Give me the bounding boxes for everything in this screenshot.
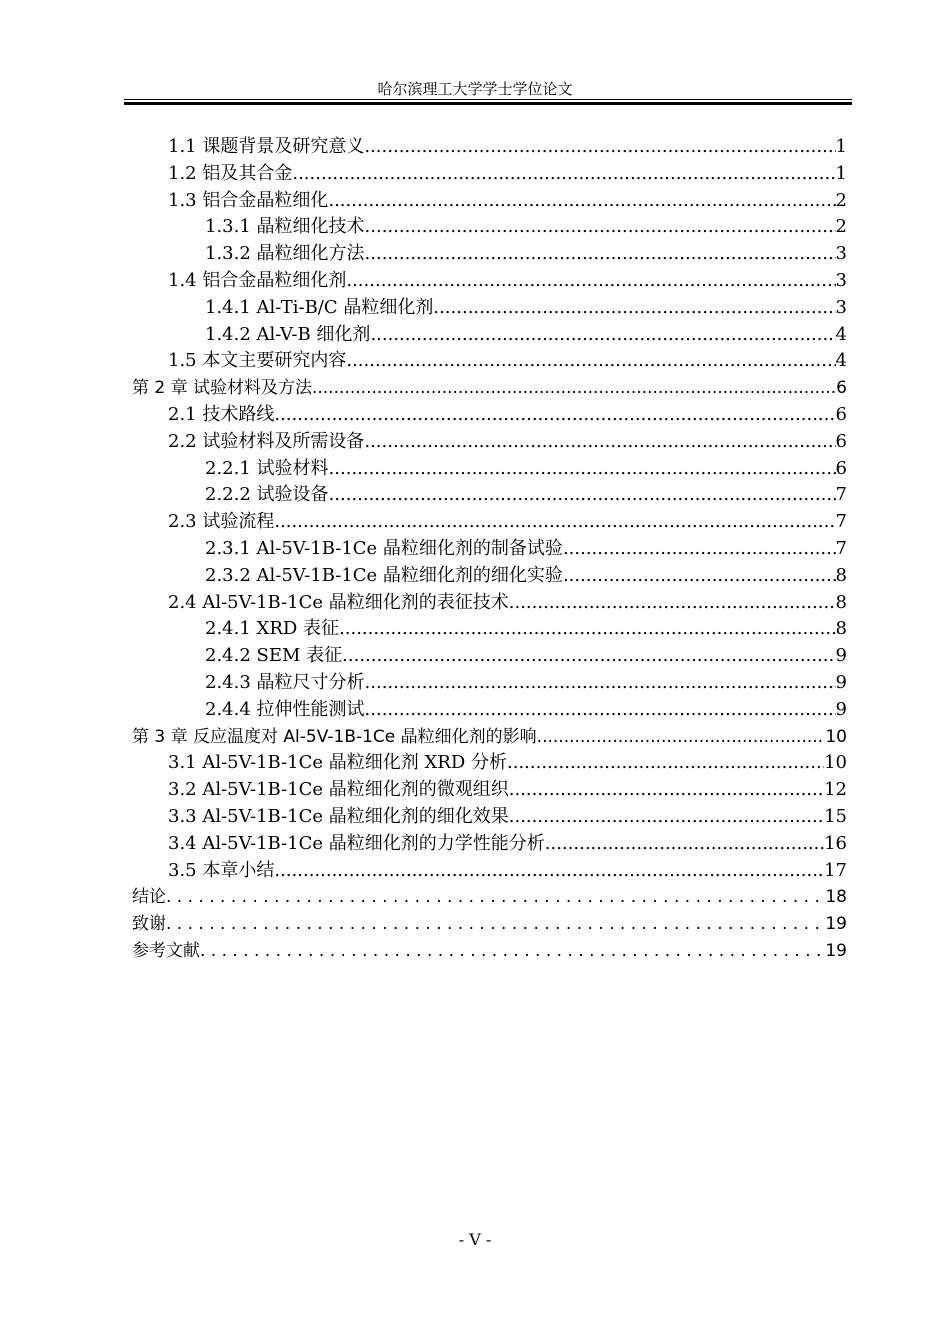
toc-leader-dots [166,911,825,937]
toc-leader-dots [545,831,824,857]
toc-entry [205,536,847,562]
toc-entry [168,429,847,455]
toc-leader-dots [509,590,836,616]
toc-entry-title: 3.2 Al-5V-1B-1Ce 晶粒细化剂的微观组织 [168,779,509,801]
toc-entry [168,804,847,830]
toc-entry-page: 9 [835,645,847,667]
toc-entry-page: 10 [824,752,847,774]
toc-entry [132,911,847,937]
toc-entry [168,134,847,160]
toc-entry-page: 6 [836,378,847,399]
toc-entry-page: 2 [835,216,847,238]
toc-entry [168,509,847,535]
toc-entry [168,777,847,803]
toc-entry-page: 15 [824,806,847,827]
toc-entry [132,938,847,964]
toc-entry [205,616,847,642]
toc-entry-page: 7 [835,511,847,533]
toc-entry [205,482,847,508]
toc-entry-page: 12 [824,779,847,801]
toc-entry-page: 7 [835,538,847,559]
toc-entry-page: 6 [835,457,847,479]
toc-entry [168,750,847,776]
toc-entry-page: 1 [835,162,847,184]
toc-leader-dots [342,643,835,669]
page-number: - V - [458,1230,492,1249]
toc-entry [168,268,847,294]
toc-entry-page: 8 [835,564,847,586]
toc-entry [205,295,847,321]
toc-entry-title: 2.3.2 Al-5V-1B-1Ce 晶粒细化剂的细化实验 [205,564,563,586]
toc-leader-dots [292,161,835,187]
toc-entry [168,590,847,616]
toc-entry [168,161,847,187]
toc-leader-dots [509,777,824,803]
toc-entry-title: 1.3 铝合金晶粒细化 [168,189,329,211]
toc-leader-dots [200,938,825,964]
toc-entry-title: 2.3 试验流程 [168,511,275,533]
toc-entry-page: 9 [835,672,847,693]
toc-entry [205,697,847,723]
header-rule-thin [124,99,852,100]
toc-entry-page: 19 [825,914,847,935]
toc-entry-title: 第 2 章 试验材料及方法 [132,378,313,399]
toc-entry-title: 1.1 课题背景及研究意义 [168,136,365,157]
toc-entry-page: 3 [835,270,847,291]
toc-leader-dots [364,134,835,160]
toc-leader-dots [563,536,836,562]
toc-entry-page: 18 [825,887,847,908]
toc-entry-title: 2.4.2 SEM 表征 [205,645,343,667]
toc-entry-title: 2.3.1 Al-5V-1B-1Ce 晶粒细化剂的制备试验 [205,538,563,559]
toc-leader-dots [329,482,836,508]
toc-leader-dots [346,348,835,374]
toc-entry-title: 1.5 本文主要研究内容 [168,350,347,372]
toc-entry-page: 16 [824,832,847,854]
running-header-title: 哈尔滨理工大学学士学位论文 [377,80,573,98]
toc-entry-page: 10 [825,726,847,747]
toc-leader-dots [166,884,825,910]
toc-entry-title: 2.4 Al-5V-1B-1Ce 晶粒细化剂的表征技术 [168,591,509,613]
toc-entry-title: 1.2 铝及其合金 [168,162,293,184]
toc-entry [205,670,847,696]
toc-leader-dots [339,616,836,642]
toc-entry [132,724,847,750]
toc-entry [168,858,847,884]
toc-entry-page: 2 [835,189,847,211]
toc-entry [168,188,847,214]
toc-entry-title: 2.2.2 试验设备 [205,484,329,506]
toc-entry-title: 1.4.2 Al-V-B 细化剂 [205,323,371,345]
toc-entry [132,884,847,910]
toc-leader-dots [329,456,836,482]
toc-entry-title: 1.3.2 晶粒细化方法 [205,243,365,265]
toc-leader-dots [537,724,826,750]
toc-entry-title: 1.4 铝合金晶粒细化剂 [168,270,347,291]
toc-entry [168,348,847,374]
toc-entry [168,402,847,428]
toc-leader-dots [328,188,835,214]
toc-entry-page: 8 [835,591,847,613]
toc-leader-dots [370,322,835,348]
toc-entry-page: 4 [835,350,847,372]
toc-entry-title: 参考文献 [132,941,200,961]
toc-entry [205,214,847,240]
toc-entry-title: 2.2 试验材料及所需设备 [168,430,365,452]
toc-leader-dots [563,563,836,589]
toc-entry-title: 3.5 本章小结 [168,859,275,881]
toc-entry-title: 2.2.1 试验材料 [205,457,329,479]
toc-entry [205,643,847,669]
toc-entry-title: 2.4.4 拉伸性能测试 [205,698,365,720]
toc-leader-dots [433,295,835,321]
toc-entry [205,241,847,267]
toc-entry-page: 19 [825,941,847,961]
toc-entry-title: 3.3 Al-5V-1B-1Ce 晶粒细化剂的细化效果 [168,806,509,827]
toc-leader-dots [312,375,836,401]
toc-entry-title: 3.1 Al-5V-1B-1Ce 晶粒细化剂 XRD 分析 [168,752,508,774]
toc-leader-dots [274,858,824,884]
toc-entry [205,322,847,348]
toc-entry-title: 2.4.1 XRD 表征 [205,618,340,640]
toc-entry-page: 17 [824,859,847,881]
toc-entry-page: 3 [835,243,847,265]
toc-entry [168,831,847,857]
toc-entry-page: 8 [835,618,847,640]
toc-leader-dots [346,268,835,294]
toc-entry [205,456,847,482]
toc-entry-page: 3 [835,296,847,318]
toc-leader-dots [507,750,824,776]
toc-entry-title: 2.4.3 晶粒尺寸分析 [205,672,365,693]
toc-leader-dots [365,670,836,696]
toc-entry-page: 4 [835,323,847,345]
toc-leader-dots [365,241,836,267]
toc-leader-dots [274,509,835,535]
toc-entry-title: 致谢 [132,914,166,935]
toc-leader-dots [364,429,835,455]
toc-leader-dots [365,697,836,723]
toc-entry-title: 2.1 技术路线 [168,404,275,425]
toc-entry-title: 3.4 Al-5V-1B-1Ce 晶粒细化剂的力学性能分析 [168,832,545,854]
toc-entry [205,563,847,589]
toc-leader-dots [274,402,835,428]
toc-entry-title: 1.3.1 晶粒细化技术 [205,216,365,238]
toc-entry-page: 1 [835,136,847,157]
toc-entry-title: 1.4.1 Al-Ti-B/C 晶粒细化剂 [205,296,434,318]
toc-leader-dots [509,804,824,830]
toc-entry-page: 6 [835,430,847,452]
toc-leader-dots [365,214,836,240]
toc-entry-title: 结论 [132,887,166,908]
header-rule-thick [124,102,852,105]
toc-entry [132,375,847,401]
toc-entry-title: 第 3 章 反应温度对 Al-5V-1B-1Ce 晶粒细化剂的影响 [132,726,537,747]
toc-entry-page: 6 [835,404,847,425]
toc-entry-page: 7 [835,484,847,506]
toc-entry-page: 9 [835,698,847,720]
